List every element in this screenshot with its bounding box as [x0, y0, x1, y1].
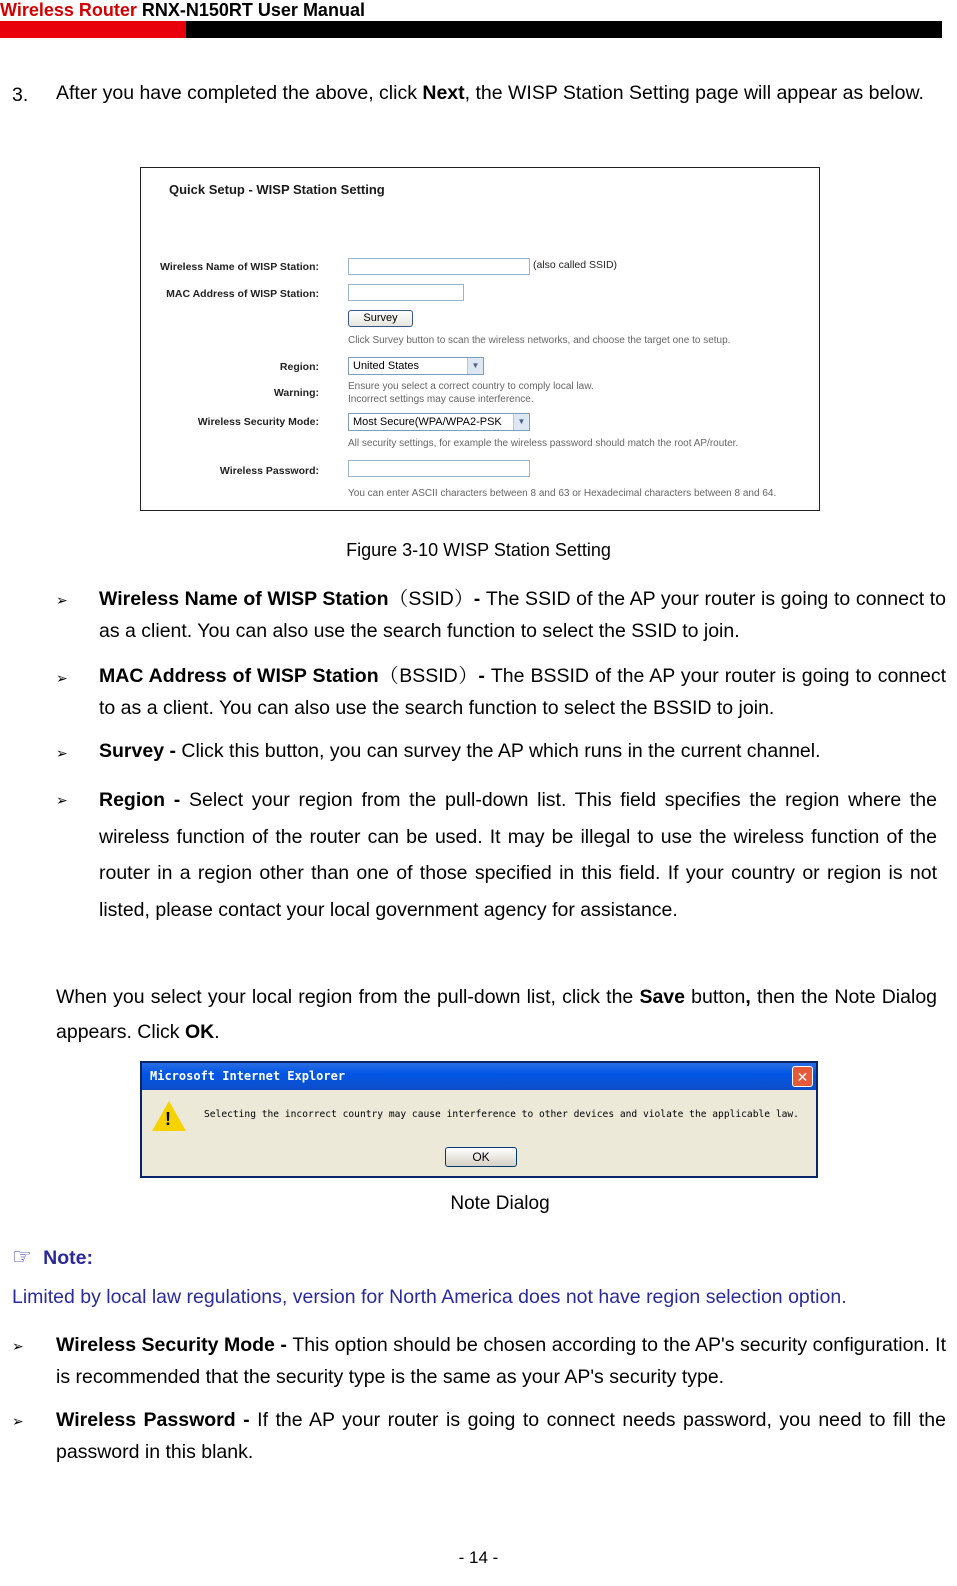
security-mode-select[interactable] — [348, 413, 530, 431]
password-hint: You can enter ASCII characters between 8 and 63 or Hexadecimal characters between 8 and 64. — [348, 488, 777, 499]
bullet-security-term: Wireless Security Mode - — [56, 1334, 293, 1356]
wisp-figure-title: Quick Setup - WISP Station Setting — [169, 182, 385, 197]
dialog-title: Microsoft Internet Explorer — [150, 1069, 346, 1083]
header-brand: Wireless Router — [0, 0, 137, 20]
mac-address-input[interactable] — [348, 284, 464, 301]
step-number: 3. — [12, 84, 29, 106]
dialog-caption: Note Dialog — [450, 1193, 550, 1214]
bullet-bssid — [99, 660, 946, 724]
security-mode-value: Most Secure(WPA/WPA2-PSK — [353, 416, 502, 428]
bullet-ssid — [99, 583, 946, 647]
running-header — [0, 0, 365, 20]
warning-line-2: Incorrect settings may cause interference. — [348, 394, 534, 405]
bullet-survey-term: Survey - — [99, 740, 182, 762]
security-mode-label: Wireless Security Mode: — [197, 416, 319, 428]
bullet-marker: ➢ — [12, 1338, 24, 1354]
ok-emphasis: OK — [184, 1021, 215, 1043]
bullet-password-text: If the AP your router is going to connect needs password, you need to fill the password in this blank. — [56, 1409, 946, 1463]
survey-hint: Click Survey button to scan the wireless networks, and choose the target one to setup. — [348, 335, 731, 346]
bullet-password-term: Wireless Password - — [56, 1409, 258, 1431]
bullet-survey — [99, 736, 946, 766]
note-dialog-figure — [140, 1061, 818, 1178]
region-select-value: United States — [353, 360, 420, 372]
save-para-comma: , — [745, 986, 751, 1008]
pointing-hand-icon: ☞ — [12, 1244, 32, 1269]
bullet-bssid-text: The BSSID of the AP your router is going to connect to as a client. You can also use the search function to select the BSSID to join. — [99, 665, 946, 719]
bullet-region-term: Region - — [99, 789, 189, 811]
page-number: - 14 - — [458, 1548, 499, 1567]
note-label: Note: — [43, 1247, 93, 1269]
close-icon[interactable]: ✕ — [792, 1066, 813, 1087]
bullet-region-text: Select your region from the pull-down list. This field specifies the region where the wireless function of the router can be used. It may be illegal to use the wireless function of the router in a region other than one of those specified in this field. If your country or region is not listed, please contact your local government agency for assistance. — [99, 789, 937, 921]
wireless-name-input[interactable] — [348, 258, 530, 275]
bullet-ssid-term: Wireless Name of WISP Station — [99, 588, 389, 610]
bullet-marker: ➢ — [56, 670, 68, 686]
bullet-region — [99, 782, 937, 928]
bullet-bssid-term: MAC Address of WISP Station — [99, 665, 379, 687]
wisp-station-figure — [140, 167, 820, 511]
bullet-security-text: This option should be chosen according to the AP's security configuration. It is recommended that the security type is the same as your AP's security type. — [56, 1334, 946, 1388]
ok-button[interactable]: OK — [445, 1147, 517, 1167]
step-text-pre: After you have completed the above, click — [56, 82, 423, 104]
region-label: Region: — [279, 361, 319, 373]
bullet-survey-text: Click this button, you can survey the AP which runs in the current channel. — [181, 740, 821, 762]
bullet-marker: ➢ — [56, 792, 68, 808]
dialog-message: Selecting the incorrect country may cause interference to other devices and violate the applicable law. — [204, 1109, 799, 1120]
wireless-name-label: Wireless Name of WISP Station: — [160, 261, 319, 273]
survey-button[interactable]: Survey — [348, 310, 413, 327]
chevron-down-icon: ▼ — [513, 414, 529, 430]
save-para-post: then the Note Dialog appears. Click — [56, 986, 938, 1043]
header-rule — [0, 21, 942, 38]
password-label: Wireless Password: — [219, 465, 319, 477]
bullet-ssid-paren: （SSID） — [388, 588, 474, 610]
security-hint: All security settings, for example the wireless password should match the root AP/router. — [348, 438, 739, 449]
region-select[interactable] — [348, 357, 484, 375]
note-heading — [12, 1244, 93, 1270]
dialog-titlebar — [142, 1063, 816, 1090]
warning-icon-mark: ! — [165, 1109, 171, 1129]
warning-label: Warning: — [273, 387, 319, 399]
bullet-bssid-dash: - — [478, 665, 491, 687]
save-paragraph — [56, 980, 937, 1050]
note-text: Limited by local law regulations, version for North America does not have region selection option. — [12, 1286, 847, 1308]
password-input[interactable] — [348, 460, 530, 477]
save-para-end: . — [214, 1021, 220, 1043]
bullet-marker: ➢ — [12, 1413, 24, 1429]
bullet-ssid-text: The SSID of the AP your router is going to connect to as a client. You can also use the search function to select the SSID to join. — [99, 588, 946, 642]
bullet-ssid-dash: - — [473, 588, 486, 610]
save-emphasis: Save — [639, 986, 685, 1008]
step-text — [56, 75, 946, 111]
bullet-security-mode — [56, 1329, 946, 1393]
chevron-down-icon: ▼ — [467, 358, 483, 374]
bullet-marker: ➢ — [56, 592, 68, 608]
bullet-password — [56, 1404, 946, 1468]
bullet-bssid-paren: （BSSID） — [378, 665, 479, 687]
save-para-mid: button — [684, 986, 746, 1008]
step-next-emphasis: Next — [422, 82, 465, 104]
warning-line-1: Ensure you select a correct country to comply local law. — [348, 381, 594, 392]
bullet-marker: ➢ — [56, 745, 68, 761]
header-rule-accent — [0, 21, 186, 38]
ssid-hint: (also called SSID) — [533, 259, 618, 271]
figure-caption: Figure 3-10 WISP Station Setting — [346, 540, 611, 560]
mac-address-label: MAC Address of WISP Station: — [166, 288, 319, 300]
step-text-post: , the WISP Station Setting page will appear as below. — [464, 82, 924, 104]
save-para-pre: When you select your local region from the pull-down list, click the — [56, 986, 640, 1008]
header-title: RNX-N150RT User Manual — [136, 0, 365, 20]
